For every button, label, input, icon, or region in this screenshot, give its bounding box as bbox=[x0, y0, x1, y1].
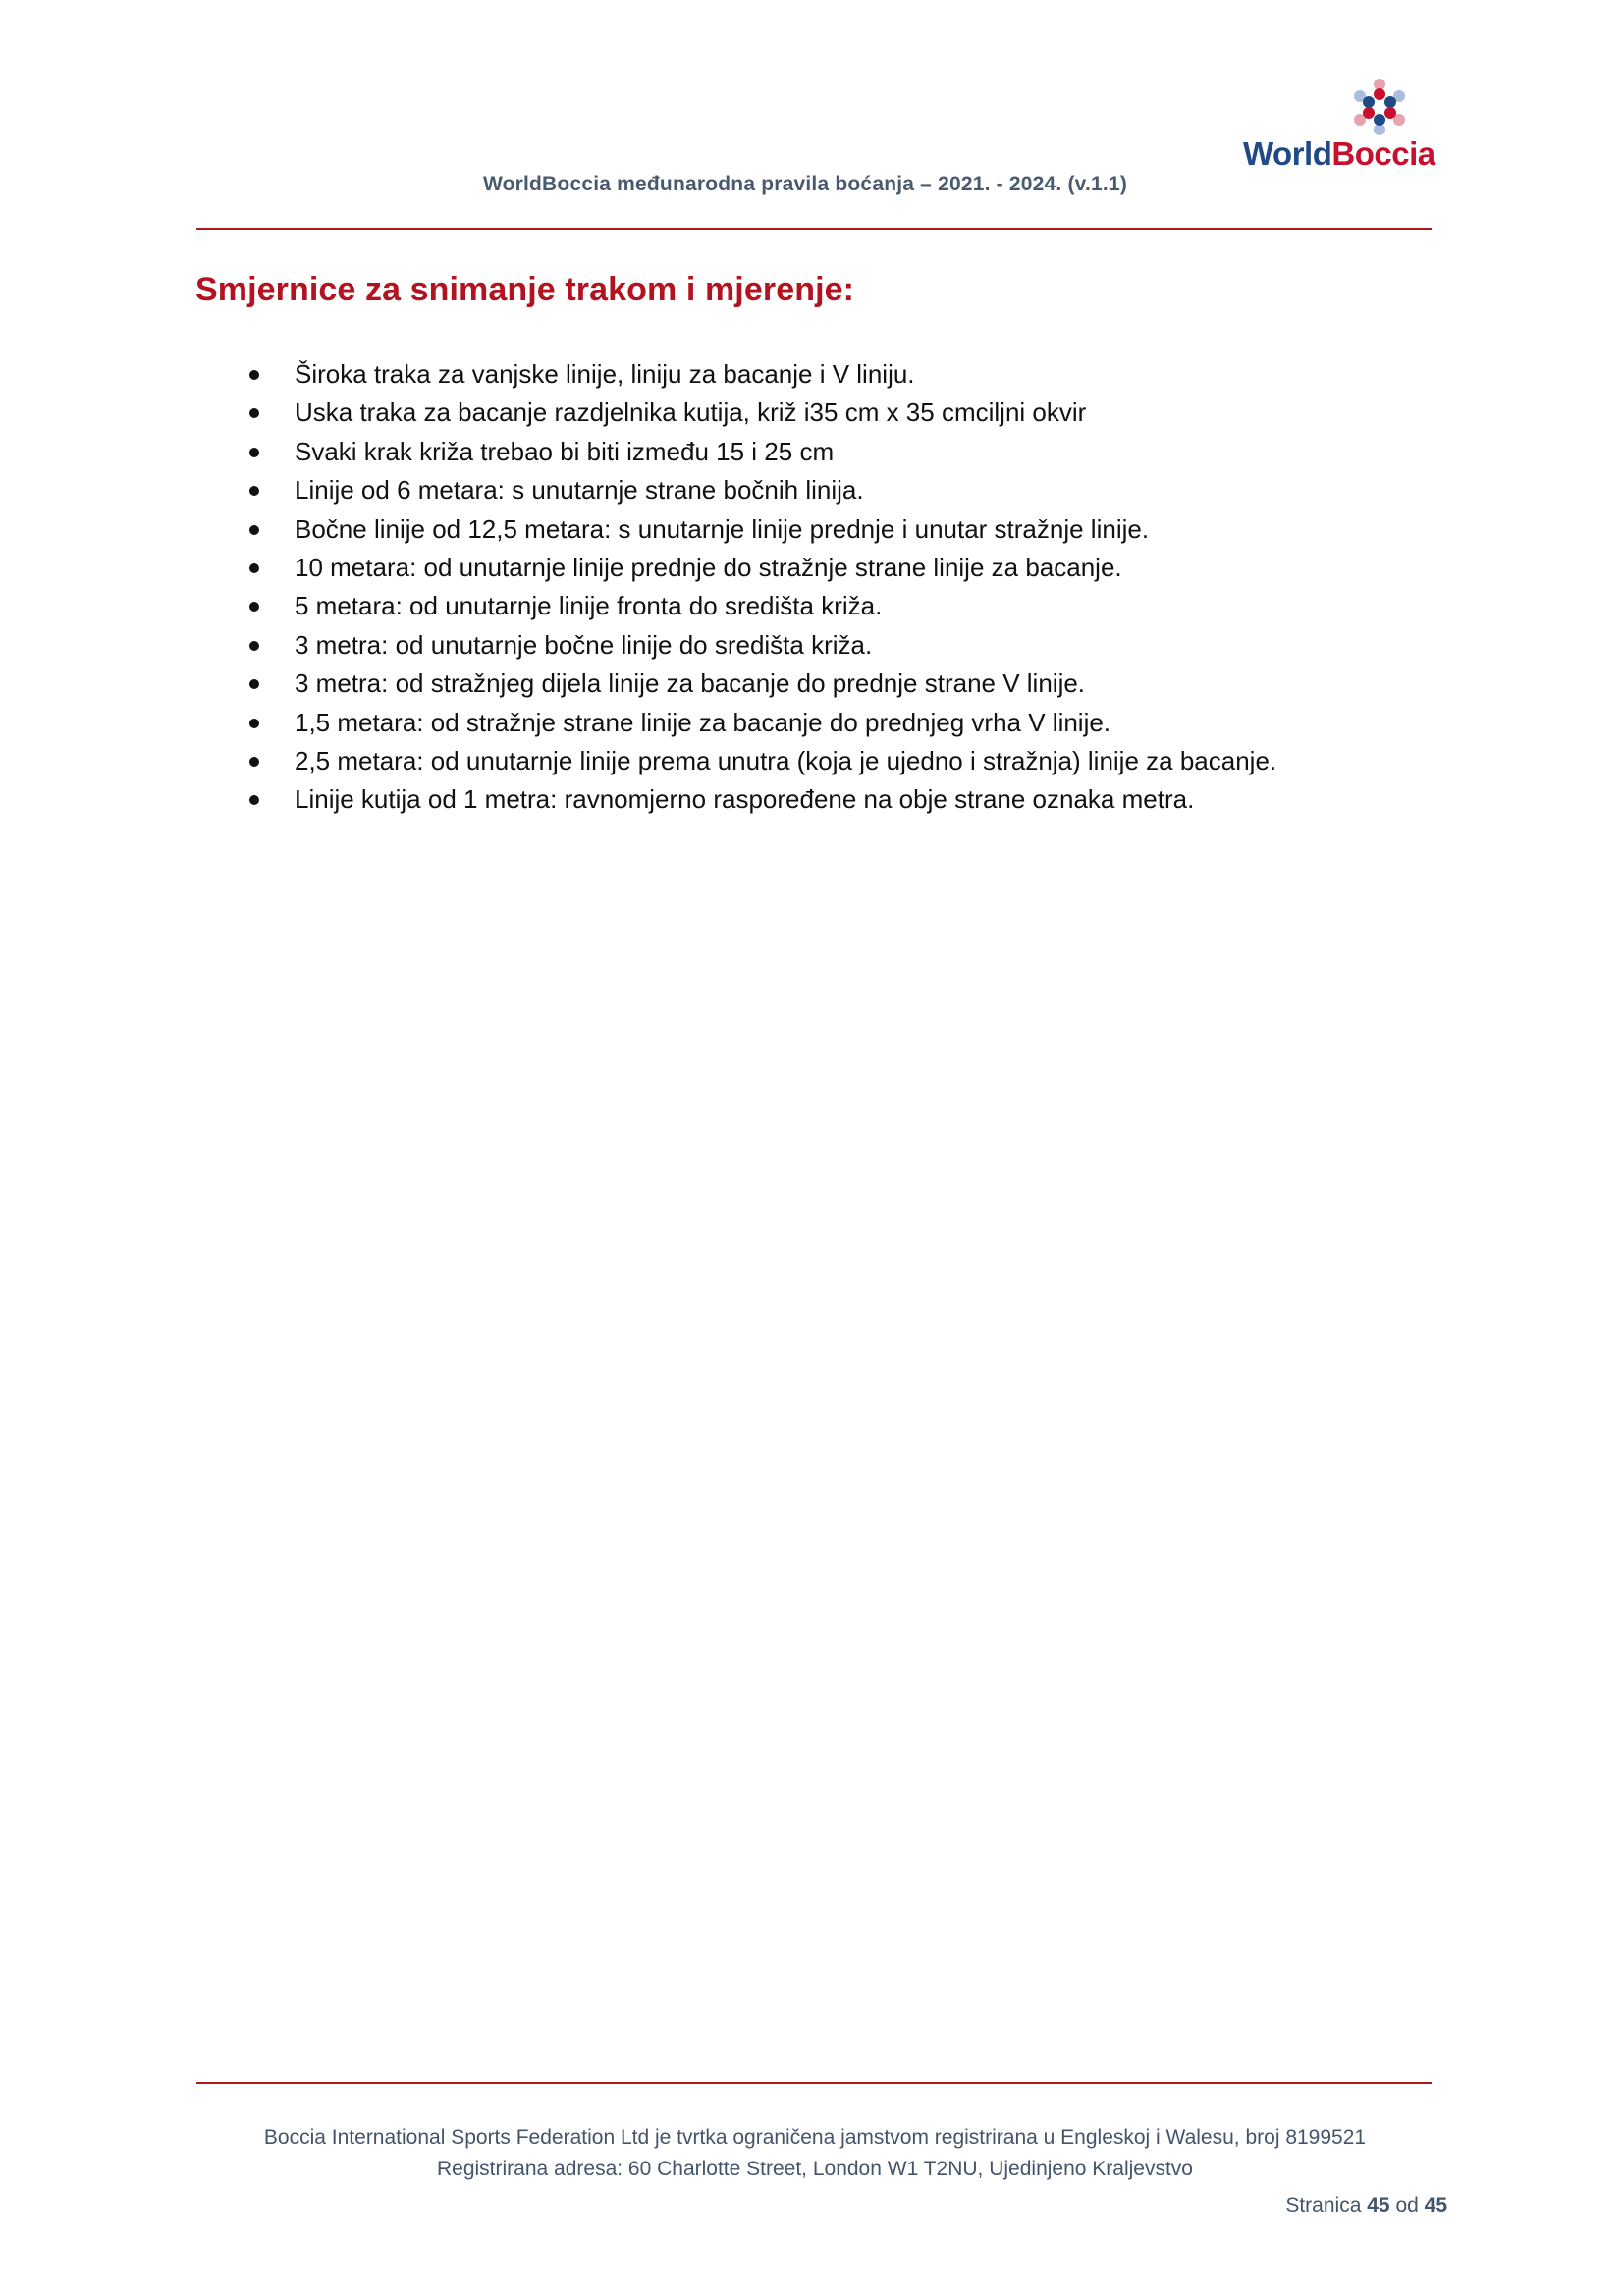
logo-text-boccia: Boccia bbox=[1331, 135, 1435, 172]
footer-divider bbox=[196, 2082, 1432, 2084]
bullet-icon bbox=[249, 679, 259, 689]
bullet-icon bbox=[249, 525, 259, 535]
list-item-text: Uska traka za bacanje razdjelnika kutija, križ i35 cm x 35 cmciljni okvir bbox=[295, 398, 1087, 428]
logo-wordmark bbox=[1243, 135, 1435, 173]
header-divider bbox=[196, 228, 1432, 230]
page-number-total: 45 bbox=[1424, 2194, 1447, 2216]
footer-company-info: Boccia International Sports Federation Ltd je tvrtka ograničena jamstvom registrirana u Engleskoj i Walesu, broj 8199521 bbox=[263, 2126, 1367, 2149]
list-item-text: 3 metra: od unutarnje bočne linije do središta križa. bbox=[295, 629, 873, 660]
page-number-current: 45 bbox=[1367, 2194, 1390, 2216]
bullet-icon bbox=[249, 486, 259, 496]
bullet-icon bbox=[249, 719, 259, 728]
list-item-text: 5 metara: od unutarnje linije fronta do središta križa. bbox=[295, 591, 883, 621]
list-item-text: Bočne linije od 12,5 metara: s unutarnje linije prednje i unutar stražnje linije. bbox=[295, 513, 1150, 544]
list-item-text: 10 metara: od unutarnje linije prednje do stražnje strane linije za bacanje. bbox=[295, 552, 1122, 582]
page-number bbox=[1285, 2194, 1447, 2217]
bullet-icon bbox=[249, 641, 259, 651]
bullet-icon bbox=[249, 408, 259, 418]
list-item-text: Linije od 6 metara: s unutarnje strane bočnih linija. bbox=[295, 475, 864, 506]
header-title: WorldBoccia međunarodna pravila boćanja – 2021. - 2024. (v.1.1) bbox=[482, 173, 1128, 195]
bullet-icon bbox=[249, 602, 259, 612]
bullet-icon bbox=[249, 757, 259, 767]
bullet-icon bbox=[249, 448, 259, 457]
list-item-text: 2,5 metara: od unutarnje linije prema unutra (koja je ujedno i stražnja) linije za bacanje. bbox=[295, 745, 1277, 775]
bullet-icon bbox=[249, 795, 259, 805]
bullet-icon bbox=[249, 563, 259, 573]
footer-address: Registrirana adresa: 60 Charlotte Street, London W1 T2NU, Ujedinjeno Kraljevstvo bbox=[436, 2158, 1193, 2180]
page-number-prefix: Stranica bbox=[1285, 2194, 1362, 2216]
bullet-icon bbox=[249, 370, 259, 380]
list-item-text: Široka traka za vanjske linije, liniju za bacanje i V liniju. bbox=[295, 359, 915, 389]
list-item-text: Svaki krak križa trebao bi biti između 15 i 25 cm bbox=[295, 436, 835, 466]
logo-text-world: World bbox=[1243, 135, 1332, 172]
worldboccia-star-icon bbox=[1347, 75, 1412, 137]
list-item-text: Linije kutija od 1 metra: ravnomjerno raspoređene na obje strane oznaka metra. bbox=[295, 784, 1195, 815]
section-heading: Smjernice za snimanje trakom i mjerenje: bbox=[195, 271, 855, 308]
page-number-separator: od bbox=[1395, 2194, 1419, 2216]
list-item-text: 1,5 metara: od stražnje strane linije za bacanje do prednjeg vrha V linije. bbox=[295, 707, 1111, 737]
list-item-text: 3 metra: od stražnjeg dijela linije za bacanje do prednje strane V linije. bbox=[295, 668, 1086, 699]
worldboccia-logo bbox=[1243, 75, 1449, 173]
